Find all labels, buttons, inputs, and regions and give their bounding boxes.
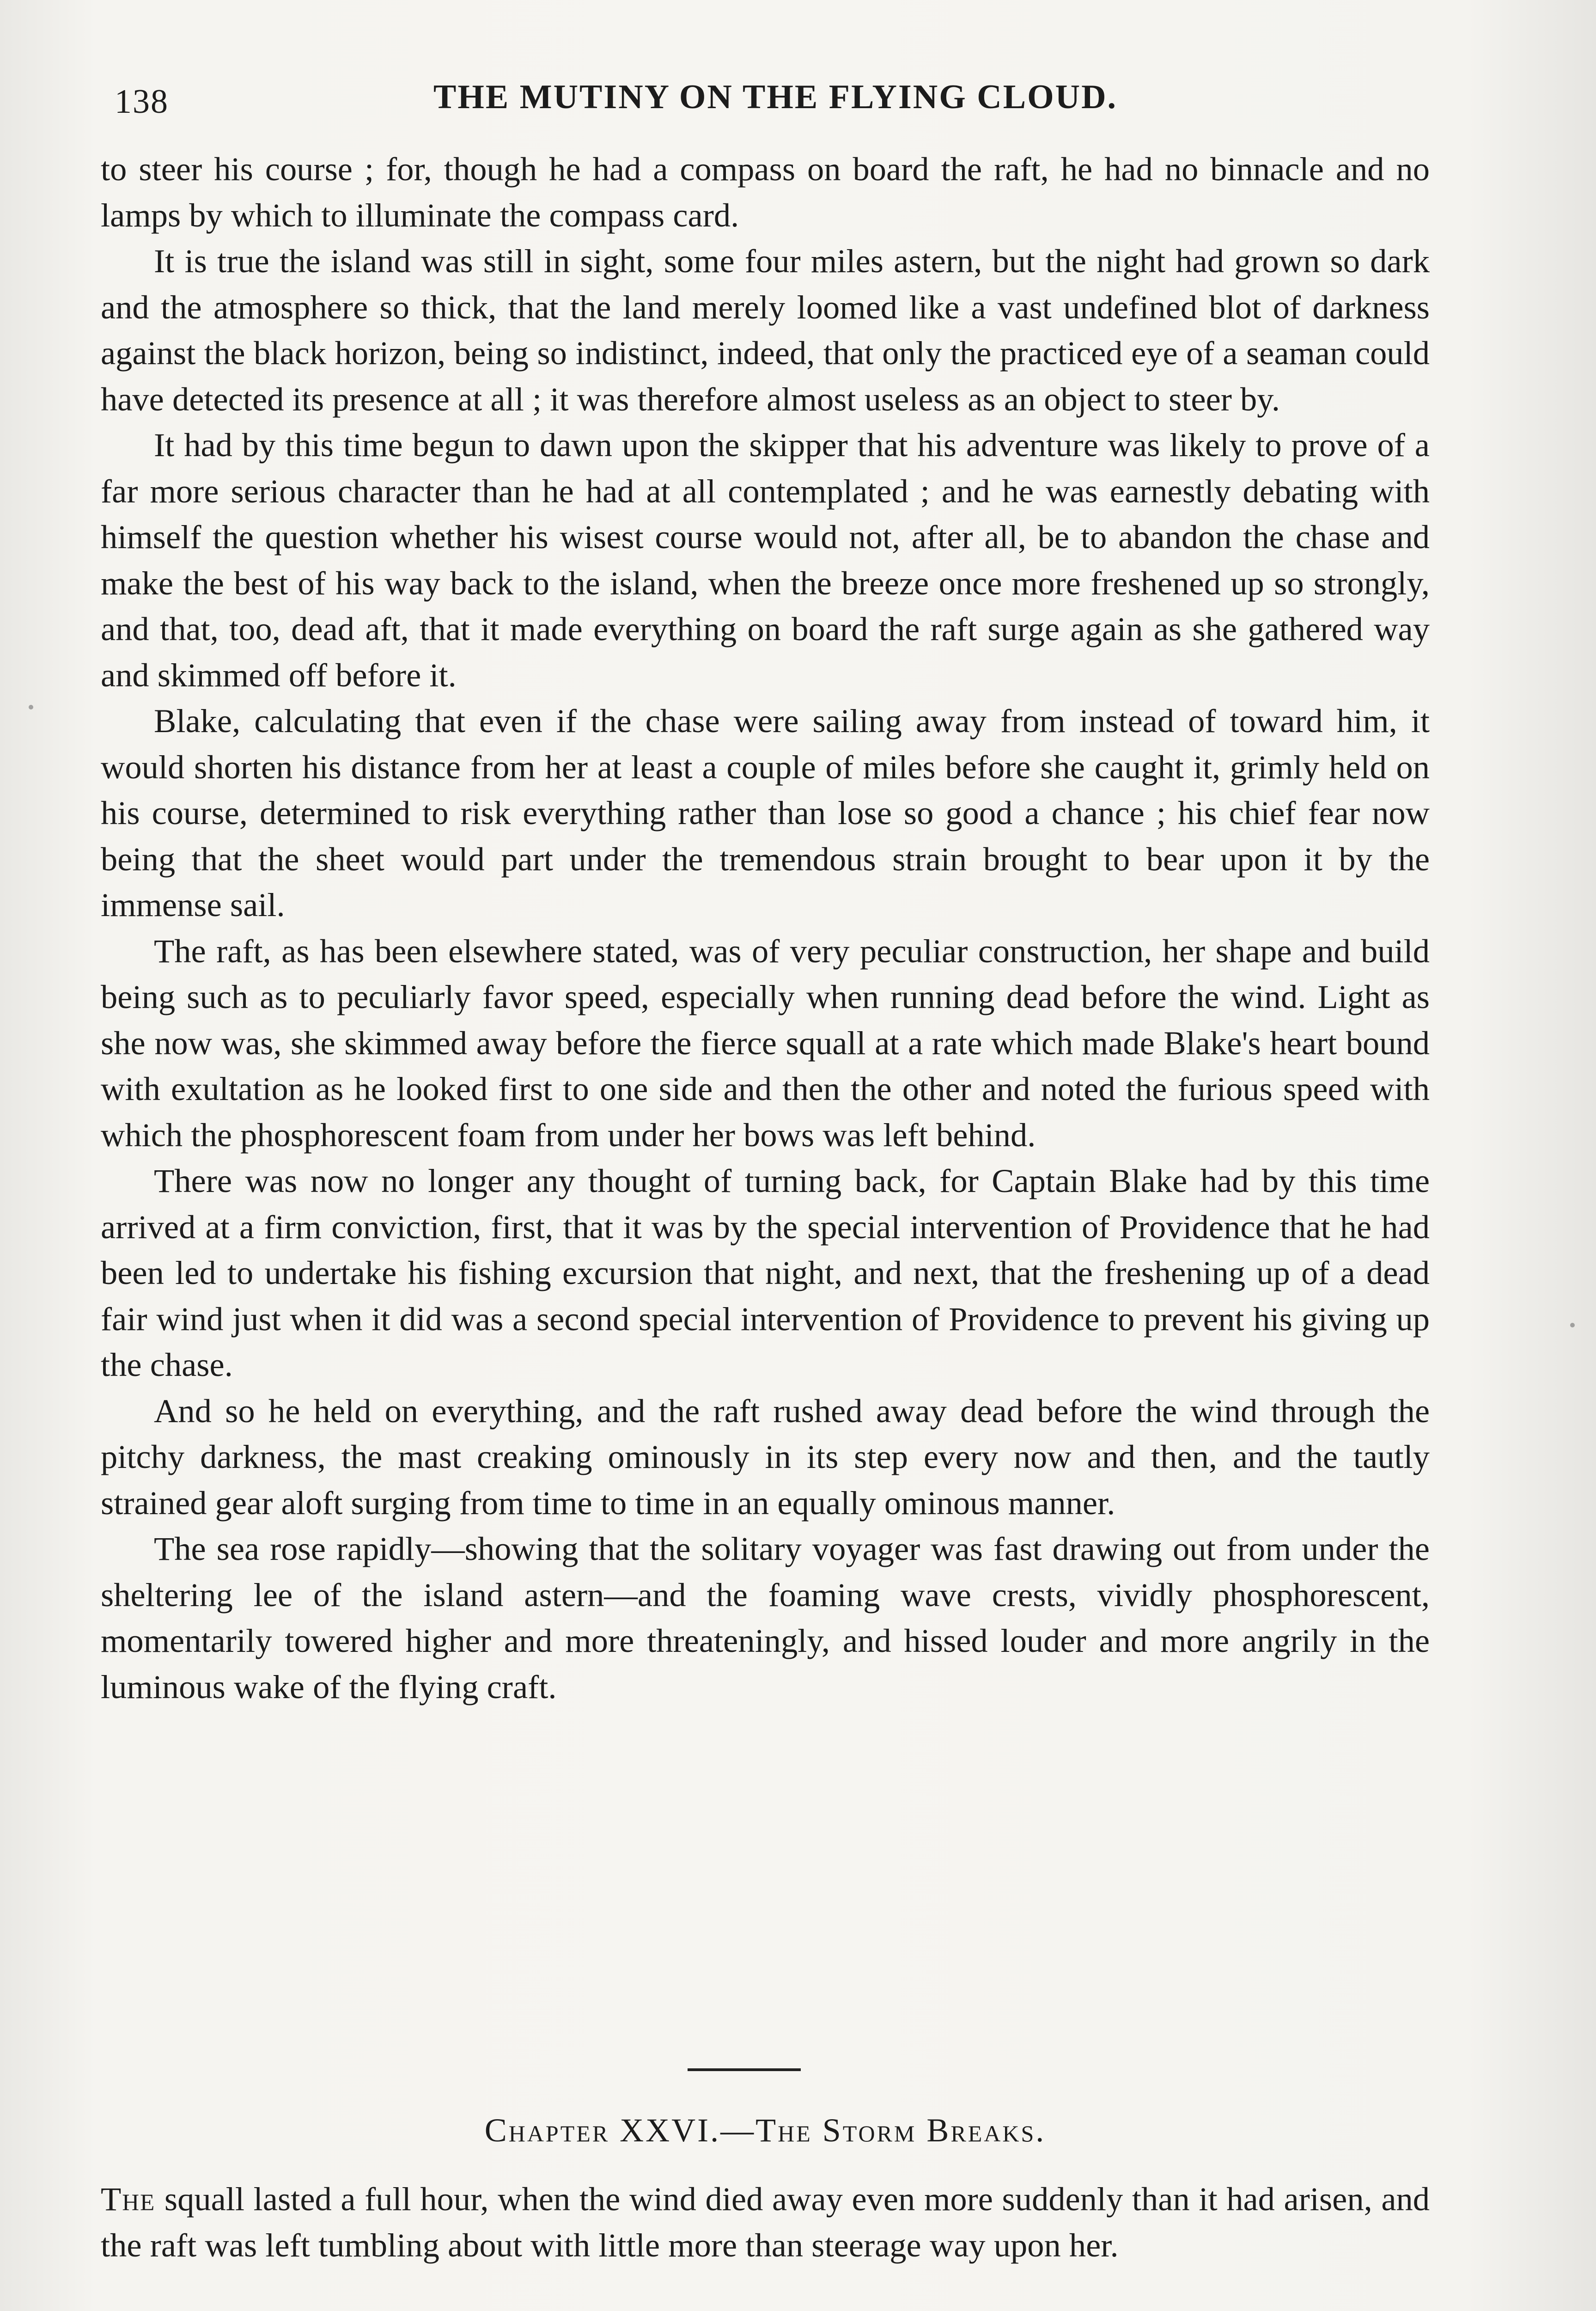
paragraph: Blake, calculating that even if the chase were sailing away from instead of toward him, it would shorten his distance from her at least a couple of miles before she caught it, grimly held on his course, determined to risk everything rather than lose so good a chance ; his chief fear now being that the sheet would part under the tremendous strain brought to bear upon it by the immense sail. [101, 702, 1430, 923]
paragraph: The sea rose rapidly—showing that the solitary voyager was fast drawing out from under the sheltering lee of the island astern—and the foaming wave crests, vividly phosphorescent, momentarily towered higher and more threateningly, and hissed louder and more angrily in the luminous wake of the flying craft. [101, 1530, 1430, 1706]
scan-speck [29, 705, 33, 709]
chapter-opening [101, 2176, 1430, 2268]
paragraph: to steer his course ; for, though he had a compass on board the raft, he had no binnacle and no lamps by which to illuminate the compass card. [101, 150, 1430, 234]
chapter-heading: Chapter XXVI.—The Storm Breaks. [484, 2112, 1046, 2149]
page-number: 138 [115, 83, 169, 121]
paragraph: There was now no longer any thought of turning back, for Captain Blake had by this time arrived at a firm conviction, first, that it was by the special intervention of Providence that he had been led to undertake his fishing excursion that night, and next, that the freshening up of a dead fair wind just when it did was a second special intervention of Providence to prevent his giving up the chase. [101, 1162, 1430, 1383]
paragraph: It is true the island was still in sight, some four miles astern, but the night had grown so dark and the atmosphere so thick, that the land merely loomed like a vast undefined blot of darkness against the black horizon, being so indistinct, indeed, that only the practiced eye of a seaman could have detected its presence at all ; it was therefore almost useless as an object to steer by. [101, 242, 1430, 418]
chapter-paragraph [101, 2176, 1430, 2268]
body-text [101, 146, 1430, 1710]
paragraph: The raft, as has been elsewhere stated, was of very peculiar construction, her shape and build being such as to peculiarly favor speed, especially when running dead before the wind. Light as she now was, she skimmed away before the fierce squall at a rate which made Blake's heart bound with exultation as he looked first to one side and then the other and noted the furious speed with which the phosphorescent foam from under her bows was left behind. [101, 932, 1430, 1154]
section-divider [688, 2068, 801, 2071]
chapter-lead-word: The [101, 2180, 156, 2218]
paragraph: And so he held on everything, and the raft rushed away dead before the wind through the pitchy darkness, the mast creaking ominously in its step every now and then, and the tautly strained gear aloft surging from time to time in an equally ominous manner. [101, 1392, 1430, 1522]
scan-speck [1570, 1323, 1575, 1327]
page-header [115, 78, 1436, 133]
paragraph: It had by this time begun to dawn upon the skipper that his adventure was likely to prove of a far more serious character than he had at all contemplated ; and he was earnestly debating with himself the question whether his wisest course would not, after all, be to abandon the chase and make the best of his way back to the island, when the breeze once more freshened up so strongly, and that, too, dead aft, that it made everything on board the raft surge again as she gathered way and skimmed off before it. [101, 426, 1430, 694]
running-title: THE MUTINY ON THE FLYING CLOUD. [433, 78, 1118, 116]
chapter-paragraph-text: squall lasted a full hour, when the wind died away even more suddenly than it had arisen, and the raft was left tumbling about with little more than steerage way upon her. [101, 2180, 1430, 2264]
